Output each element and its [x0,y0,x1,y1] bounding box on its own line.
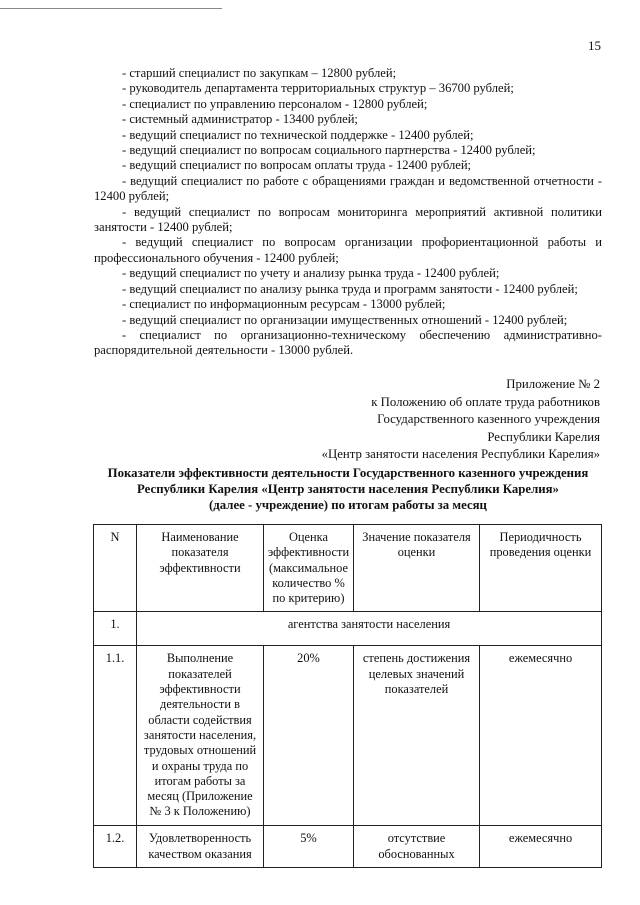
document-title [94,465,602,513]
list-item: - ведущий специалист по учету и анализу рынка труда - 12400 рублей; [122,266,500,281]
list-item: - специалист по организационно-техническому обеспечению административно-распорядительной деятельности - 13000 рублей. [94,327,602,358]
list-item: - ведущий специалист по вопросам организации профориентационной работы и профессионального обучения - 12400 рублей; [94,235,602,265]
appendix-line: Государственного казенного учреждения [377,412,600,426]
list-item: - ведущий специалист по вопросам мониторинга мероприятий активной политики занятости - 12400 рублей; [94,204,602,235]
list-item: - ведущий специалист по технической поддержке - 12400 рублей; [122,127,474,142]
page-number: 15 [588,38,601,53]
list-item: - ведущий специалист по вопросам социального партнерства - 12400 рублей; [122,143,536,158]
cell-name: Выполнение показателей эффективности деятельности в области содействия занятости населения, трудовых отношений и охраны труда по итогам работы за месяц (Приложение № 3 к Положению) [137,646,264,826]
header-value: Значение показателя оценки [354,525,480,612]
list-item: - ведущий специалист по вопросам оплаты труда - 12400 рублей; [122,158,472,173]
cell-score: 20% [264,646,354,826]
title-line: Показатели эффективности деятельности Государственного казенного учреждения [107,466,589,480]
cell-n: 1.2. [94,826,137,868]
cell-period: ежемесячно [480,826,602,868]
cell-score: 5% [264,826,354,868]
appendix-line: к Положению об оплате труда работников [371,394,600,409]
header-n: N [94,525,137,612]
header-period: Периодичность проведения оценки [480,525,602,612]
appendix-heading [260,376,600,464]
table-row [94,646,602,826]
table-header-row [94,525,602,612]
appendix-line: «Центр занятости населения Республики Карелия» [321,447,600,461]
list-item: - ведущий специалист по анализу рынка труда и программ занятости - 12400 рублей; [122,281,578,296]
header-score: Оценка эффективности (максимальное количество % по критерию) [264,525,354,612]
list-item: - руководитель департамента территориальных структур – 36700 рублей; [122,81,514,96]
title-line: (далее - учреждение) по итогам работы за месяц [209,498,487,512]
list-item: - ведущий специалист по работе с обращениями граждан и ведомственной отчетности - 12400 рублей; [94,173,602,204]
indicators-table [93,524,602,868]
cell-n: 1. [94,612,137,646]
list-item: - старший специалист по закупкам – 12800 рублей; [122,66,397,80]
cell-value: степень достижения целевых значений показателей [354,646,480,826]
list-item: - ведущий специалист по организации имущественных отношений - 12400 рублей; [122,312,568,327]
header-name: Наименование показателя эффективности [137,525,264,612]
table-row [94,826,602,868]
appendix-line: Республики Карелия [487,429,600,444]
body-text [94,66,602,359]
title-line: Республики Карелия «Центр занятости населения Республики Карелия» [137,482,559,496]
appendix-number: Приложение № 2 [506,377,600,391]
cell-period: ежемесячно [480,646,602,826]
cell-value: отсутствие обоснованных [354,826,480,868]
table-row [94,612,602,646]
list-item: - специалист по управлению персоналом - 12800 рублей; [122,96,428,111]
list-item: - специалист по информационным ресурсам - 13000 рублей; [122,297,446,312]
cell-name: Удовлетворенность качеством оказания [137,826,264,868]
cell-n: 1.1. [94,646,137,826]
section-label: агентства занятости населения [137,612,602,646]
list-item: - системный администратор - 13400 рублей; [122,112,358,127]
top-rule [0,8,222,9]
